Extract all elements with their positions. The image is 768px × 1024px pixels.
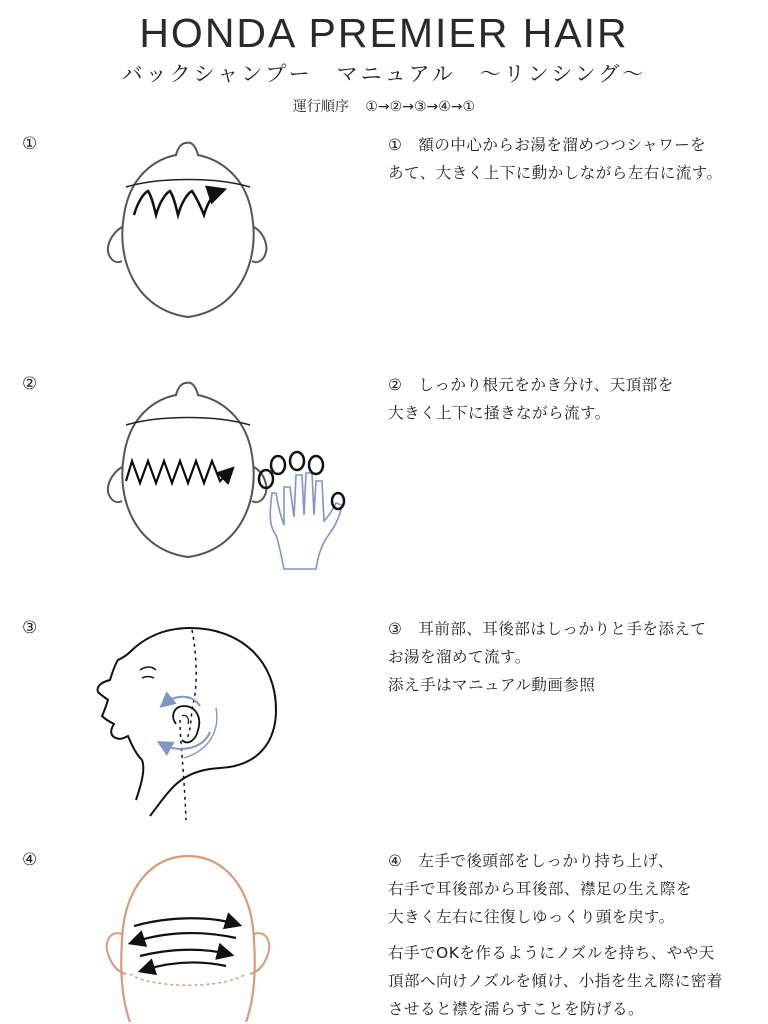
head-top-zigzag-icon bbox=[100, 135, 275, 325]
step-number-2: ② bbox=[22, 374, 38, 394]
step-4-note-line-2: 頂部へ向けノズルを傾け、小指を生え際に密着 bbox=[388, 972, 723, 990]
head-top-hand-icon bbox=[100, 375, 360, 575]
step-1-line-2: あて、大きく上下に動かしながら左右に流す。 bbox=[388, 164, 723, 182]
step-1-line-1: ① 額の中心からお湯を溜めつつシャワーを bbox=[388, 136, 707, 154]
step-3-line-3: 添え手はマニュアル動画参照 bbox=[388, 676, 596, 694]
step-3-line-2: お湯を溜めて流す。 bbox=[388, 648, 531, 666]
head-back-arrows-icon bbox=[100, 850, 275, 1022]
order-line bbox=[0, 96, 768, 116]
step-4-description bbox=[388, 847, 760, 1023]
order-label: 運行順序 bbox=[292, 99, 349, 115]
step-1-description bbox=[388, 131, 760, 187]
step-4-note-line-1: 右手でOKを作るようにノズルを持ち、やや天 bbox=[388, 944, 715, 962]
step-4-line-1: ④ 左手で後頭部をしっかり持ち上げ、 bbox=[388, 852, 674, 870]
step-number-3: ③ bbox=[22, 618, 38, 638]
step-2-line-2: 大きく上下に掻きながら流す。 bbox=[388, 404, 611, 422]
brand-title: HONDA PREMIER HAIR bbox=[139, 10, 629, 56]
head-side-profile-icon bbox=[80, 620, 340, 820]
step-3-description bbox=[388, 615, 760, 699]
manual-subtitle: バックシャンプー マニュアル ～リンシング～ bbox=[121, 62, 647, 86]
order-sequence: ①→②→③→④→① bbox=[365, 99, 476, 115]
step-number-1: ① bbox=[22, 134, 38, 154]
step-number-4: ④ bbox=[22, 850, 38, 870]
step-2-line-1: ② しっかり根元をかき分け、天頂部を bbox=[388, 376, 674, 394]
step-3-line-1: ③ 耳前部、耳後部はしっかりと手を添えて bbox=[388, 620, 707, 638]
step-4-note-line-3: させると襟を濡らすことを防げる。 bbox=[388, 1000, 645, 1018]
step-2-description bbox=[388, 371, 760, 427]
step-4-note bbox=[388, 939, 760, 1023]
step-4-line-3: 大きく左右に往復しゆっくり頭を戻す。 bbox=[388, 908, 675, 926]
step-4-line-2: 右手で耳後部から耳後部、襟足の生え際を bbox=[388, 880, 693, 898]
